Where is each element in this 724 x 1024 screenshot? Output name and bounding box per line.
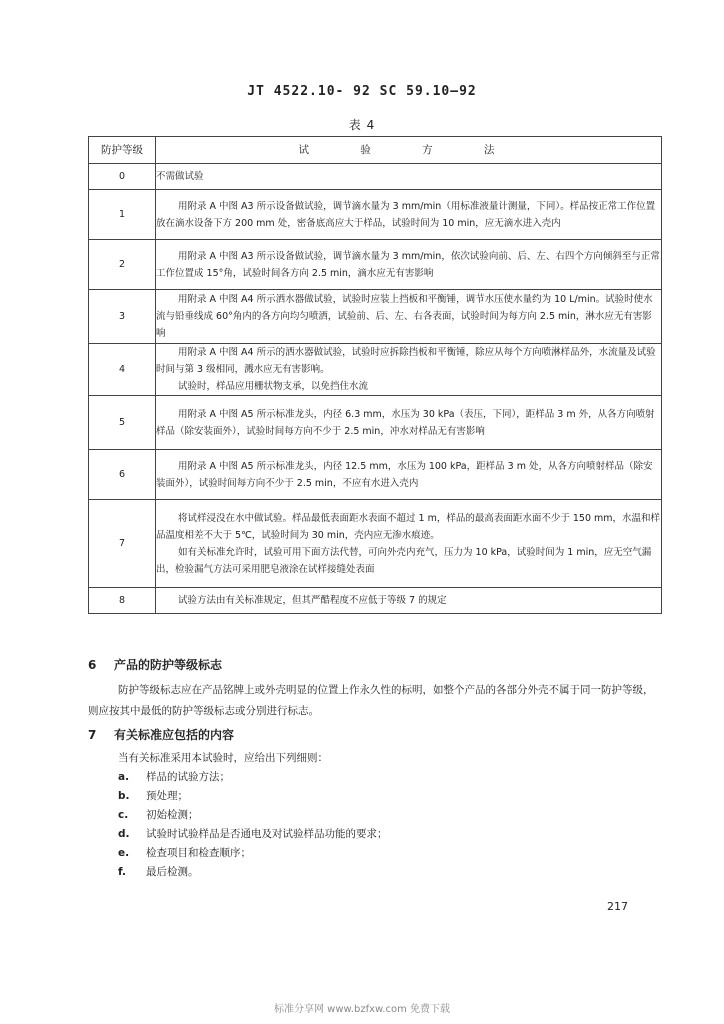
test-method-cell — [156, 164, 662, 190]
item-letter: f. — [118, 866, 126, 878]
list-item — [118, 863, 388, 882]
section-title: 有关标准应包括的内容 — [114, 728, 235, 742]
protection-level-cell: 7 — [89, 500, 156, 588]
table-row — [89, 240, 662, 290]
protection-level-cell: 1 — [89, 190, 156, 240]
method-paragraph: 不需做试验 — [156, 171, 204, 182]
item-letter: e. — [118, 847, 130, 859]
watermark-footer: 标准分享网 www.bzfxw.com 免费下载 — [274, 1004, 450, 1015]
test-method-cell — [156, 588, 662, 614]
table-row — [89, 190, 662, 240]
table-row — [89, 588, 662, 614]
list-item — [118, 806, 388, 825]
standard-code-header: JT 4522.10- 92 SC 59.10—92 — [247, 84, 477, 99]
test-method-cell — [156, 190, 662, 240]
table-row — [89, 164, 662, 190]
method-paragraph: 试验方法由有关标准规定，但其严酷程度不应低于等级 7 的规定 — [178, 595, 447, 606]
column-header-method: 试 验 方 法 — [156, 137, 662, 164]
table-row — [89, 290, 662, 344]
method-paragraph: 用附录 A 中图 A4 所示洒水器做试验，试验时应装上挡板和平衡锤，调节水压使水量约为 10 L/min。试验时使水流与铅垂线成 60°角内的各方向均匀喷洒，试验前、后、左、右各表面，试验时间为每方向 2.5 min，淋水应无有害影响 — [156, 294, 653, 339]
table-row — [89, 500, 662, 588]
list-item — [118, 768, 388, 787]
protection-level-cell: 2 — [89, 240, 156, 290]
method-paragraph: 将试样浸没在水中做试验。样品最低表面距水表面不超过 1 m，样品的最高表面距水面不少于 150 mm，水温和样品温度相差不大于 5℃，试验时间为 30 min，壳内应无渗水痕迹。 — [156, 512, 661, 541]
item-text: 初始检测； — [146, 809, 199, 821]
column-header-level: 防护等级 — [89, 137, 156, 164]
section-7-heading — [88, 726, 234, 743]
table-header-row — [89, 137, 662, 164]
table-row — [89, 344, 662, 396]
table-row — [89, 396, 662, 450]
item-text: 最后检测。 — [146, 866, 199, 878]
protection-level-cell: 4 — [89, 344, 156, 396]
item-text: 试验时试验样品是否通电及对试验样品功能的要求； — [146, 828, 388, 840]
list-item — [118, 825, 388, 844]
section-6-body: 防护等级标志应在产品铭牌上或外壳明显的位置上作永久性的标明，如整个产品的各部分外壳不属于同一防护等级，则应按其中最低的防护等级标志或分别进行标志。 — [88, 684, 654, 717]
protection-level-cell: 8 — [89, 588, 156, 614]
item-letter: a. — [118, 771, 130, 783]
test-method-cell — [156, 500, 662, 588]
method-paragraph: 用附录 A 中图 A3 所示设备做试验，调节滴水量为 3 mm/min（用标准液量计测量，下同）。样品按正常工作位置放在滴水设备下方 200 mm 处，密备底高应大于样品，试验时间为 10 min，应无滴水进入壳内 — [156, 200, 656, 229]
method-paragraph: 用附录 A 中图 A4 所示的洒水器做试验，试验时应拆除挡板和平衡锤，除应从每个方向喷淋样品外，水流量及试验时间与第 3 级相同，溅水应无有害影响。 — [156, 347, 656, 375]
method-paragraph: 用附录 A 中图 A5 所示标准龙头，内径 12.5 mm，水压为 100 kPa，距样品 3 m 处，从各方向喷射样品（除安装面外），试验时间每方向不少于 2.5 min，不应有水进入壳内 — [156, 460, 653, 489]
table-row — [89, 450, 662, 500]
item-letter: c. — [118, 809, 129, 821]
protection-level-cell: 5 — [89, 396, 156, 450]
test-method-cell — [156, 240, 662, 290]
protection-level-cell: 0 — [89, 164, 156, 190]
section-number: 7 — [88, 728, 97, 742]
method-paragraph: 用附录 A 中图 A5 所示标准龙头，内径 6.3 mm，水压为 30 kPa（表压，下同），距样品 3 m 外，从各方向喷射样品（除安装面外），试验时间每方向不少于 2.5 min，冲水对样品无有害影响 — [156, 408, 655, 437]
test-method-cell — [156, 450, 662, 500]
list-item — [118, 844, 388, 863]
method-paragraph: 试验时，样品应用栅状物支承，以免挡住水流 — [178, 381, 369, 392]
item-letter: d. — [118, 828, 130, 840]
section-title: 产品的防护等级标志 — [114, 658, 223, 672]
test-method-cell — [156, 396, 662, 450]
section-6-heading — [88, 656, 222, 673]
section-number: 6 — [88, 658, 97, 672]
item-letter: b. — [118, 790, 130, 802]
test-method-cell — [156, 344, 662, 396]
test-method-cell — [156, 290, 662, 344]
list-item — [118, 787, 388, 806]
item-text: 预处理； — [146, 790, 188, 802]
section-7-intro: 当有关标准采用本试验时，应给出下列细则： — [118, 752, 328, 764]
method-paragraph: 如有关标准允许时，试验可用下面方法代替，可向外壳内充气，压力为 10 kPa，试验时间为 1 min，应无空气漏出，检验漏气方法可采用肥皂液涂在试样接缝处表面 — [156, 546, 652, 575]
item-text: 样品的试验方法； — [146, 771, 230, 783]
method-paragraph: 用附录 A 中图 A3 所示设备做试验，调节滴水量为 3 mm/min，依次试验向前、后、左、右四个方向倾斜至与正常工作位置成 15°角，试验时间各方向 2.5 min，滴水应无有害影响 — [156, 250, 660, 279]
protection-level-cell: 6 — [89, 450, 156, 500]
protection-level-cell: 3 — [89, 290, 156, 344]
table-caption: 表 4 — [348, 118, 376, 132]
page-number: 217 — [607, 900, 628, 913]
requirement-list — [118, 768, 388, 882]
item-text: 检查项目和检查顺序； — [146, 847, 251, 859]
test-method-table — [88, 136, 662, 614]
